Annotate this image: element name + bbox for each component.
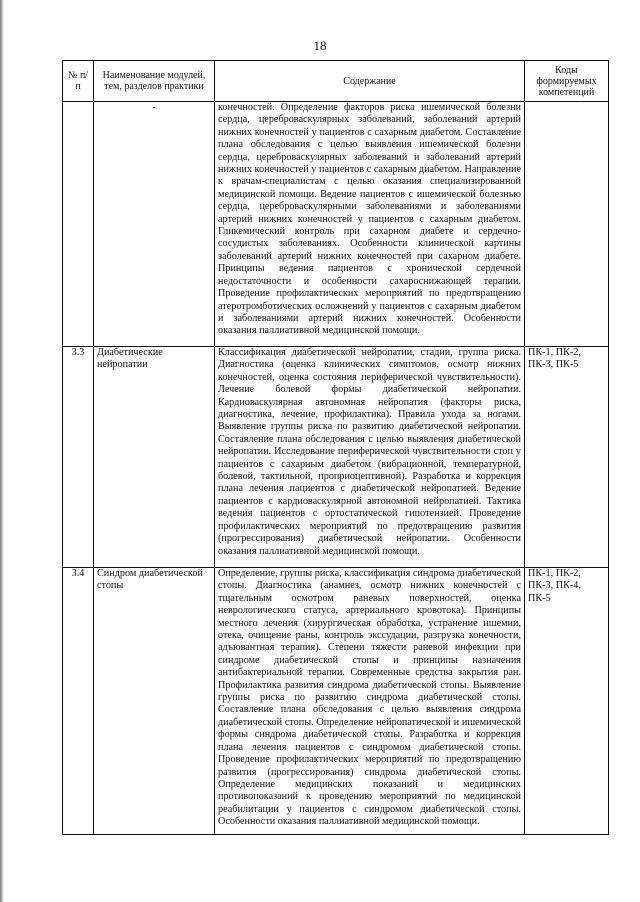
row-name: - [94,102,215,347]
row-num: 3.3 [63,347,94,568]
row-name: Синдром диабетической стопы [94,568,215,835]
row-codes: ПК-1, ПК-2, ПК-3, ПК-4, ПК-5 [525,568,609,835]
row-codes: ПК-1, ПК-2, ПК-3, ПК-5 [525,347,609,568]
header-name: Наименование модулей, тем, разделов практики [94,61,215,102]
header-content: Содержание [215,61,525,102]
curriculum-table [62,60,609,835]
row-codes [525,102,609,347]
table-row [63,347,609,568]
row-content: Определение, группы риска, классификация синдрома диабетической стопы. Диагностика (анамнез, осмотр нижних конечностей с тщательным осмотром раневых поверхностей, оценка неврологического статуса, артериального кровотока). Принципы местного лечения (хирургическая обработка, устранение ишемии, отека, очищение раны, контроль экссудации, разгрузка конечности, адъювантная терапия). Степени тяжести раневой инфекции при синдроме диабетической стопы и принципы назначения антибактериальной терапии. Современные средства закрытия ран. Профилактика развития синдрома диабетической стопы. Выявление группы риска по развитию синдрома диабетической стопы. Составление плана обследования с целью выявления синдрома диабетической стопы. Определение нейропатической и ишемической формы синдрома диабетической стопы. Разработка и коррекция плана лечения пациентов с синдромом диабетической стопы. Проведение профилактических мероприятий по предотвращению развития (прогрессирования) синдрома диабетической стопы. Определение медицинских показаний и медицинских противопоказаний к проведению мероприятий по медицинской реабилитации у пациентов с синдромом диабетической стопы. Особенности оказания паллиативной медицинской помощи. [215,568,525,835]
table-row [63,102,609,347]
page-number: 18 [313,38,327,53]
header-codes: Коды формируемых компетенций [525,61,609,102]
row-content: конечностей. Определение факторов риска ишемической болезни сердца, цереброваскулярных заболеваний, заболеваний артерий нижних конечностей у пациентов с сахарным диабетом. Составление плана обследования с целью выявления ишемической болезни сердца, цереброваскулярных заболеваний и заболеваний артерий нижних конечностей у пациентов с сахарным диабетом. Направление к врачам-специалистам с целью оказания специализированной медицинской помощи. Ведение пациентов с ишемической болезнью сердца, цереброваскулярными заболеваниями и заболеваниями артерий нижних конечностей у пациентов с сахарным диабетом. Гликемический контроль при сахарном диабете и сердечно-сосудистых заболеваниях. Особенности клинической картины заболеваний артерий нижних конечностей при сахарном диабете. Принципы ведения пациентов с хронической сердечной недостаточности и особенности сахароснижающей терапии. Проведение профилактических мероприятий по предотвращению атеротромботических осложнений у пациентов с сахарным диабетом и заболеваниями артерий нижних конечностей. Особенности оказания паллиативной медицинской помощи. [215,102,525,347]
row-content: Классификация диабетической нейропатии, стадии, группа риска. Диагностика (оценка клинических симптомов, осмотр нижних конечностей, оценка состояния периферической чувствительности). Лечение болевой формы диабетической нейропатии. Кардиоваскулярная автономная нейропатия (факторы риска, диагностика, лечение, профилактика). Правила ухода за ногами. Выявление группы риска по развитию диабетической нейропатии. Составление плана обследования с целью выявления диабетической нейропатии. Исследование периферической чувствительности стоп у пациентов с сахарным диабетом (вибрационной, температурной, болевой, тактильной, проприоцептивной). Разработка и коррекция плана лечения пациентов с диабетической нейропатией. Ведение пациентов с кардиоваскулярной автономной нейропатией. Тактика ведения пациентов с ортостатической гипотензией. Проведение профилактических мероприятий по предотвращению развития (прогрессирования) диабетической нейропатии. Особенности оказания паллиативной медицинской помощи. [215,347,525,568]
row-num [63,102,94,347]
header-num: № п/п [63,61,94,102]
table-header-row [63,61,609,102]
table-row [63,568,609,835]
row-name: Диабетические нейропатии [94,347,215,568]
row-num: 3.4 [63,568,94,835]
scan-edge [0,0,4,902]
